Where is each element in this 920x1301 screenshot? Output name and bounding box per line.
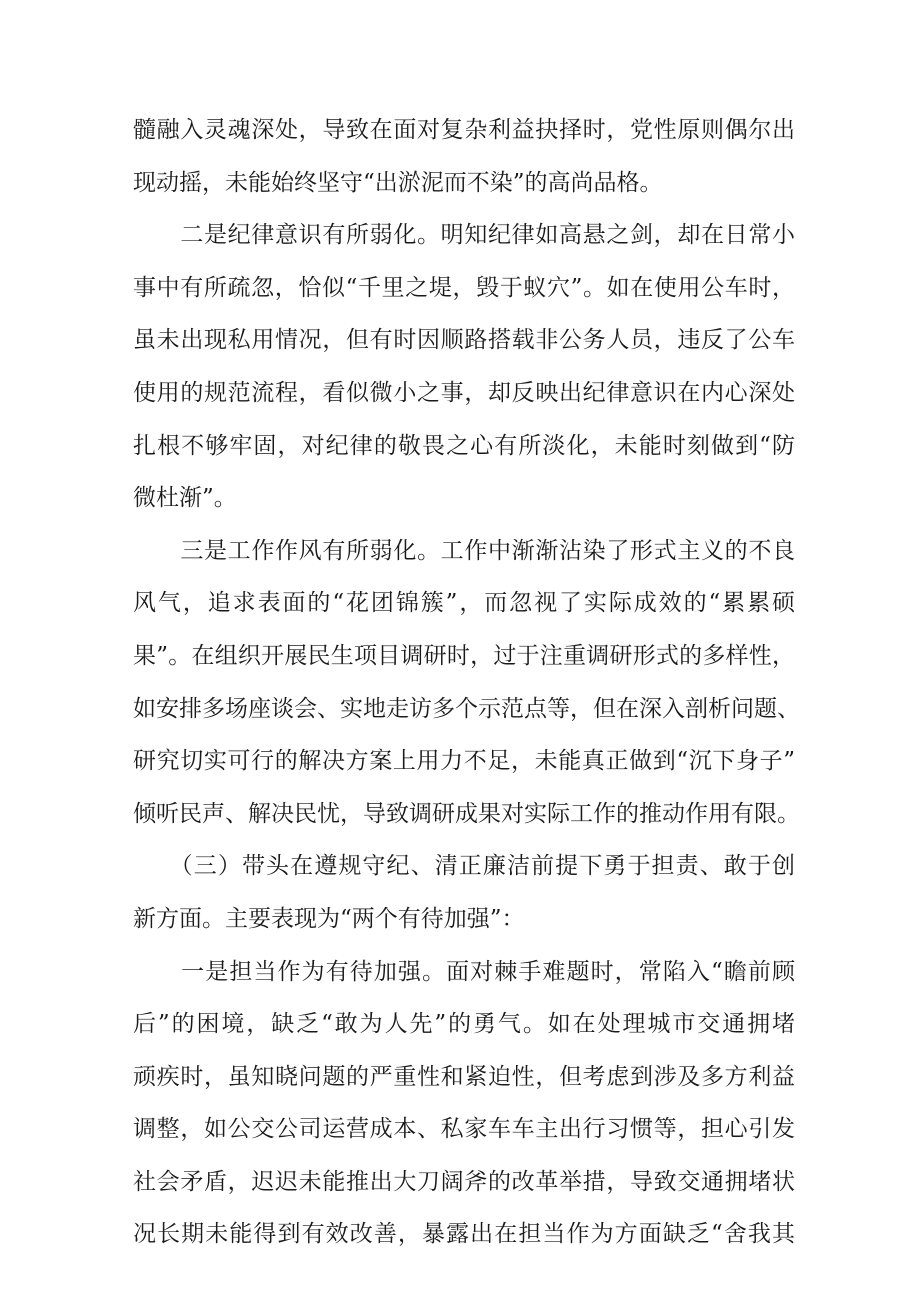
text-line: 使用的规范流程，看似微小之事，却反映出纪律意识在内心深处 xyxy=(133,379,795,406)
text-line: 况长期未能得到有效改善，暴露出在担当作为方面缺乏“舍我其 xyxy=(133,1221,795,1248)
text-line: 研究切实可行的解决方案上用力不足，未能真正做到“沉下身子” xyxy=(133,748,795,775)
text-line: 三是工作作风有所弱化。工作中渐渐沾染了形式主义的不良 xyxy=(133,537,795,564)
text-line: 二是纪律意识有所弱化。明知纪律如高悬之剑，却在日常小 xyxy=(133,222,795,249)
paragraph-section-three xyxy=(133,840,795,945)
text-line: 现动摇，未能始终坚守“出淤泥而不染”的高尚品格。 xyxy=(133,169,663,196)
text-line: 果”。在组织开展民生项目调研时，过于注重调研形式的多样性， xyxy=(133,642,795,669)
document-body xyxy=(133,104,800,1261)
text-line: 社会矛盾，迟迟未能推出大刀阔斧的改革举措，导致交通拥堵状 xyxy=(133,1168,795,1195)
text-line: 一是担当作为有待加强。面对棘手难题时，常陷入“瞻前顾 xyxy=(133,958,795,985)
text-line: （三）带头在遵规守纪、清正廉洁前提下勇于担责、敢于创 xyxy=(133,853,795,880)
paragraph-work-style xyxy=(133,525,800,841)
text-line: 如安排多场座谈会、实地走访多个示范点等，但在深入剖析问题、 xyxy=(133,695,800,722)
text-line: 后”的困境，缺乏“敢为人先”的勇气。如在处理城市交通拥堵 xyxy=(133,1011,795,1038)
paragraph-continuation xyxy=(133,104,795,209)
text-line: 事中有所疏忽，恰似“千里之堤，毁于蚁穴”。如在使用公车时， xyxy=(133,274,795,301)
text-line: 髓融入灵魂深处，导致在面对复杂利益抉择时，党性原则偶尔出 xyxy=(133,117,795,143)
text-line: 顽疾时，虽知晓问题的严重性和紧迫性，但考虑到涉及多方利益 xyxy=(133,1063,795,1090)
text-line: 微杜渐”。 xyxy=(133,485,237,512)
text-line: 虽未出现私用情况，但有时因顺路搭载非公务人员，违反了公车 xyxy=(133,327,795,354)
text-line: 调整，如公交公司运营成本、私家车车主出行习惯等，担心引发 xyxy=(133,1116,795,1143)
text-line: 新方面。主要表现为“两个有待加强”： xyxy=(133,905,525,932)
text-line: 风气，追求表面的“花团锦簇”，而忽视了实际成效的“累累硕 xyxy=(133,590,795,617)
text-line: 倾听民声、解决民忧，导致调研成果对实际工作的推动作用有限。 xyxy=(133,800,800,827)
paragraph-discipline xyxy=(133,209,795,525)
paragraph-responsibility xyxy=(133,946,795,1262)
text-line: 扎根不够牢固，对纪律的敬畏之心有所淡化，未能时刻做到“防 xyxy=(133,432,795,459)
